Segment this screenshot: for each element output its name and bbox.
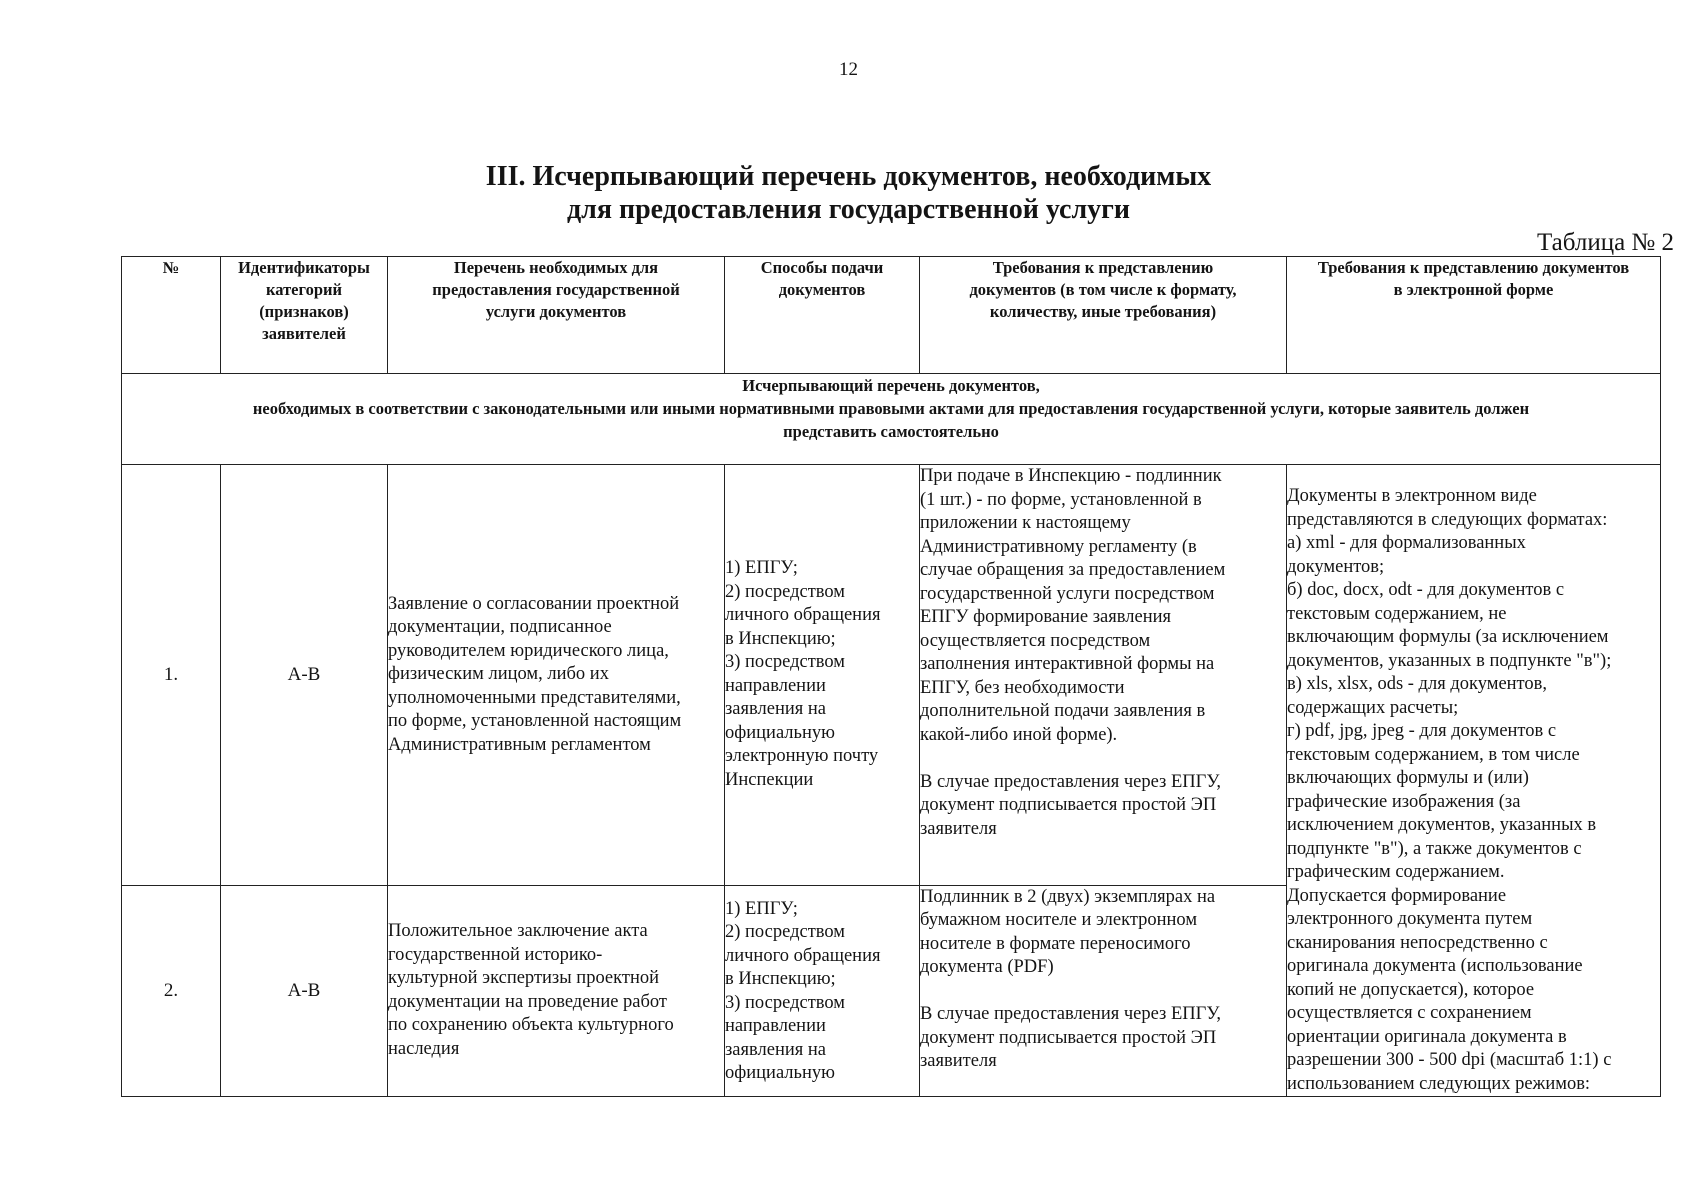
header-documents-list: Перечень необходимых для предоставления государственной услуги документов — [388, 257, 725, 374]
header-submission-requirements: Требования к представлению документов (в том числе к формату, количеству, иные требования) — [920, 257, 1287, 374]
header-electronic-requirements: Требования к представлению документов в электронной форме — [1287, 257, 1661, 374]
submission-methods: 1) ЕПГУ; 2) посредством личного обращения в Инспекцию; 3) посредством направлении заявления на официальную — [725, 885, 920, 1096]
paragraph-gap — [920, 980, 1286, 1004]
header-applicant-ids: Идентификаторы категорий (признаков) заявителей — [221, 257, 388, 374]
applicant-id: А-В — [221, 885, 388, 1096]
paragraph-gap — [920, 747, 1286, 771]
section-title-line: III. Исчерпывающий перечень документов, необходимых — [485, 161, 1212, 192]
submission-methods: 1) ЕПГУ; 2) посредством личного обращения в Инспекцию; 3) посредством направлении заявления на официальную электронную почту Инспекции — [725, 465, 920, 886]
applicant-id: А-В — [221, 465, 388, 886]
submission-requirements: Подлинник в 2 (двух) экземплярах на бумажном носителе и электронном носителе в формате переносимого документа (PDF) В случае предоставления через ЕПГУ, документ подписывается простой ЭП заявителя — [920, 885, 1287, 1096]
table-label: Таблица № 2 — [1537, 229, 1675, 256]
row-number: 2. — [122, 885, 221, 1096]
header-submission-methods: Способы подачи документов — [725, 257, 920, 374]
header-number: № — [122, 257, 221, 374]
documents-table — [121, 256, 1661, 1097]
row-number: 1. — [122, 465, 221, 886]
section-subheader: Исчерпывающий перечень документов, необходимых в соответствии с законодательными или иными нормативными правовыми актами для предоставления государственной услуги, которые заявитель должен представить самостоятельно — [122, 374, 1661, 465]
table-header-row — [122, 257, 1661, 374]
electronic-requirements: Документы в электронном виде представляются в следующих форматах: а) xml - для формализованных документов; б) doc, docx, odt - для документов с текстовым содержанием, не включающим формулы (за исключением документов, указанных в подпункте "в"); в) xls, xlsx, ods - для документов, содержащих расчеты; г) pdf, jpg, jpeg - для документов с текстовым содержанием, в том числе включающих формулы и (или) графические изображения (за исключением документов, указанных в подпункте "в"), а также документов с графическим содержанием. Допускается формирование электронного документа путем сканирования непосредственно с оригинала документа (использование копий не допускается), которое осуществляется с сохранением ориентации оригинала документа в разрешении 300 - 500 dpi (масштаб 1:1) с использованием следующих режимов: — [1287, 465, 1661, 1097]
table-row — [122, 465, 1661, 886]
section-title-line: для предоставления государственной услуги — [566, 194, 1131, 225]
document-name: Положительное заключение акта государственной историко- культурной экспертизы проектной документации на проведение работ по сохранению объекта культурного наследия — [388, 885, 725, 1096]
table-subheader-row — [122, 374, 1661, 465]
document-name: Заявление о согласовании проектной документации, подписанное руководителем юридического лица, физическим лицом, либо их уполномоченными представителями, по форме, установленной настоящим Административным регламентом — [388, 465, 725, 886]
page-number: 12 — [839, 59, 858, 80]
submission-requirements: При подаче в Инспекцию - подлинник (1 шт.) - по форме, установленной в приложении к настоящему Административному регламенту (в случае обращения за предоставлением государственной услуги посредством ЕПГУ формирование заявления осуществляется посредством заполнения интерактивной формы на ЕПГУ, без необходимости дополнительной подачи заявления в какой-либо иной форме). В случае предоставления через ЕПГУ, документ подписывается простой ЭП заявителя — [920, 465, 1287, 886]
